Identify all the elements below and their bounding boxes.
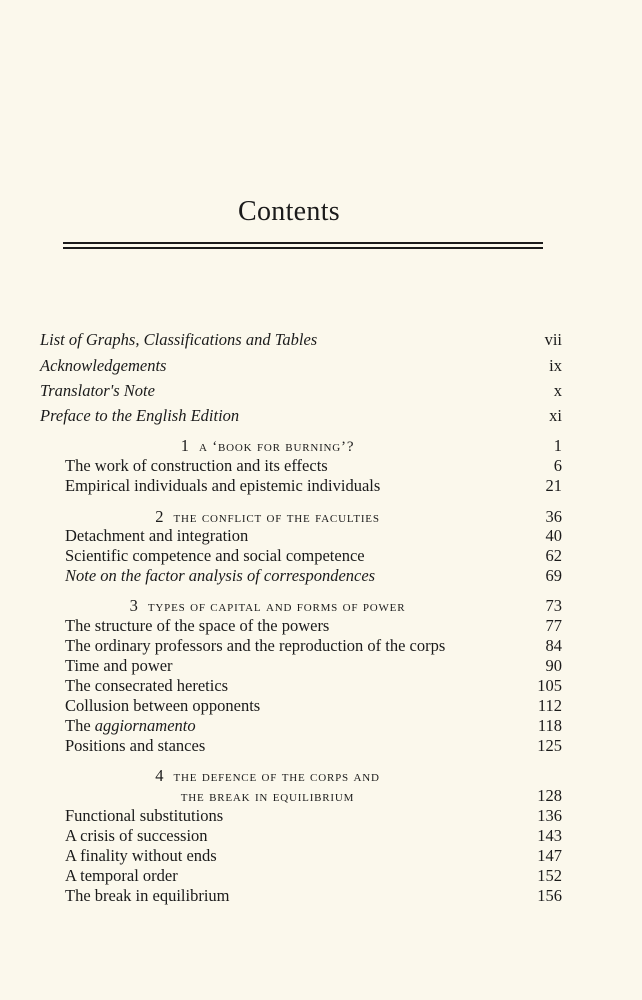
entry-label: Functional substitutions — [65, 806, 224, 825]
toc-section — [65, 716, 562, 736]
entry-page: 21 — [545, 476, 562, 495]
entry-page: 143 — [537, 826, 562, 845]
entry-label: Preface to the English Edition — [40, 406, 240, 425]
toc-section — [65, 636, 562, 656]
toc-section — [65, 696, 562, 716]
entry-page: 40 — [545, 526, 562, 545]
toc-section — [65, 566, 562, 586]
entry-page: 136 — [537, 806, 562, 825]
chapter-heading-text — [40, 786, 495, 807]
entry-page: 77 — [545, 616, 562, 635]
chapter-number: 3 — [129, 596, 138, 615]
entry-page: 84 — [545, 636, 562, 655]
entry-label: Translator's Note — [40, 381, 155, 400]
entry-page: 128 — [537, 786, 562, 805]
toc-section — [65, 476, 562, 496]
entry-label — [65, 716, 196, 736]
toc-chapter-heading — [40, 436, 562, 456]
toc-section — [65, 886, 562, 906]
chapter-heading-text — [40, 507, 495, 528]
entry-page: 118 — [537, 716, 562, 735]
entry-page: 6 — [553, 456, 562, 475]
entry-page: 152 — [537, 866, 562, 885]
chapter-title: types of capital and forms of power — [147, 599, 406, 615]
entry-page: xi — [549, 406, 562, 425]
entry-label: Detachment and integration — [65, 526, 249, 545]
entry-page: 36 — [545, 507, 562, 526]
toc-entry-front-matter — [40, 381, 562, 401]
toc-section — [65, 846, 562, 866]
entry-label: The ordinary professors and the reproduction of the corps — [65, 636, 446, 655]
entry-page: 112 — [537, 696, 562, 715]
toc-chapter-heading — [40, 596, 562, 616]
title-rule-lower — [63, 247, 543, 249]
toc-section — [65, 526, 562, 546]
toc-section — [65, 616, 562, 636]
entry-page: 147 — [537, 846, 562, 865]
entry-label: List of Graphs, Classifications and Tables — [40, 330, 318, 349]
chapter-number: 1 — [180, 436, 189, 455]
entry-label: Empirical individuals and epistemic individuals — [65, 476, 381, 495]
chapter-heading-text — [40, 436, 495, 457]
chapter-heading-text — [40, 766, 495, 787]
entry-page: vii — [544, 330, 562, 349]
page-title: Contents — [238, 196, 340, 227]
entry-page: 105 — [537, 676, 562, 695]
toc-section — [65, 456, 562, 476]
entry-label: A crisis of succession — [65, 826, 208, 845]
entry-label: The structure of the space of the powers — [65, 616, 330, 635]
toc-section — [65, 676, 562, 696]
toc-section — [65, 656, 562, 676]
entry-label: The break in equilibrium — [65, 886, 230, 905]
chapter-title: the conflict of the faculties — [173, 510, 380, 526]
toc-section — [65, 546, 562, 566]
entry-label: Time and power — [65, 656, 173, 675]
toc-section — [65, 866, 562, 886]
entry-label-italic: aggiornamento — [94, 716, 196, 735]
entry-label: A finality without ends — [65, 846, 217, 865]
entry-page: 73 — [545, 596, 562, 615]
toc-section — [65, 826, 562, 846]
entry-page: 156 — [537, 886, 562, 905]
entry-label-prefix: The — [65, 716, 95, 735]
toc-chapter-heading-line1 — [40, 766, 562, 786]
entry-page: 69 — [545, 566, 562, 585]
toc-chapter-heading-line2 — [40, 786, 562, 806]
chapter-number: 2 — [155, 507, 164, 526]
entry-label: A temporal order — [65, 866, 178, 885]
entry-label: The work of construction and its effects — [65, 456, 328, 475]
entry-page: 125 — [537, 736, 562, 755]
entry-page: 1 — [553, 436, 562, 455]
toc-section — [65, 806, 562, 826]
toc-entry-front-matter — [40, 330, 562, 350]
entry-label: The consecrated heretics — [65, 676, 229, 695]
toc-chapter-heading — [40, 507, 562, 527]
chapter-title-line1: the defence of the corps and — [173, 769, 380, 785]
entry-label: Scientific competence and social competence — [65, 546, 365, 565]
chapter-number: 4 — [155, 766, 164, 785]
entry-page: 90 — [545, 656, 562, 675]
entry-page: 62 — [545, 546, 562, 565]
chapter-heading-text — [40, 596, 495, 617]
toc-entry-front-matter — [40, 406, 562, 426]
chapter-title: a ‘book for burning’? — [198, 439, 355, 455]
entry-label: Positions and stances — [65, 736, 206, 755]
entry-page: ix — [549, 356, 562, 375]
entry-label: Collusion between opponents — [65, 696, 261, 715]
chapter-title-line2: the break in equilibrium — [180, 789, 355, 805]
toc-section — [65, 736, 562, 756]
entry-label: Acknowledgements — [40, 356, 167, 375]
entry-label: Note on the factor analysis of correspondences — [65, 566, 376, 585]
entry-page: x — [553, 381, 562, 400]
title-rule-upper — [63, 242, 543, 244]
toc-entry-front-matter — [40, 356, 562, 376]
